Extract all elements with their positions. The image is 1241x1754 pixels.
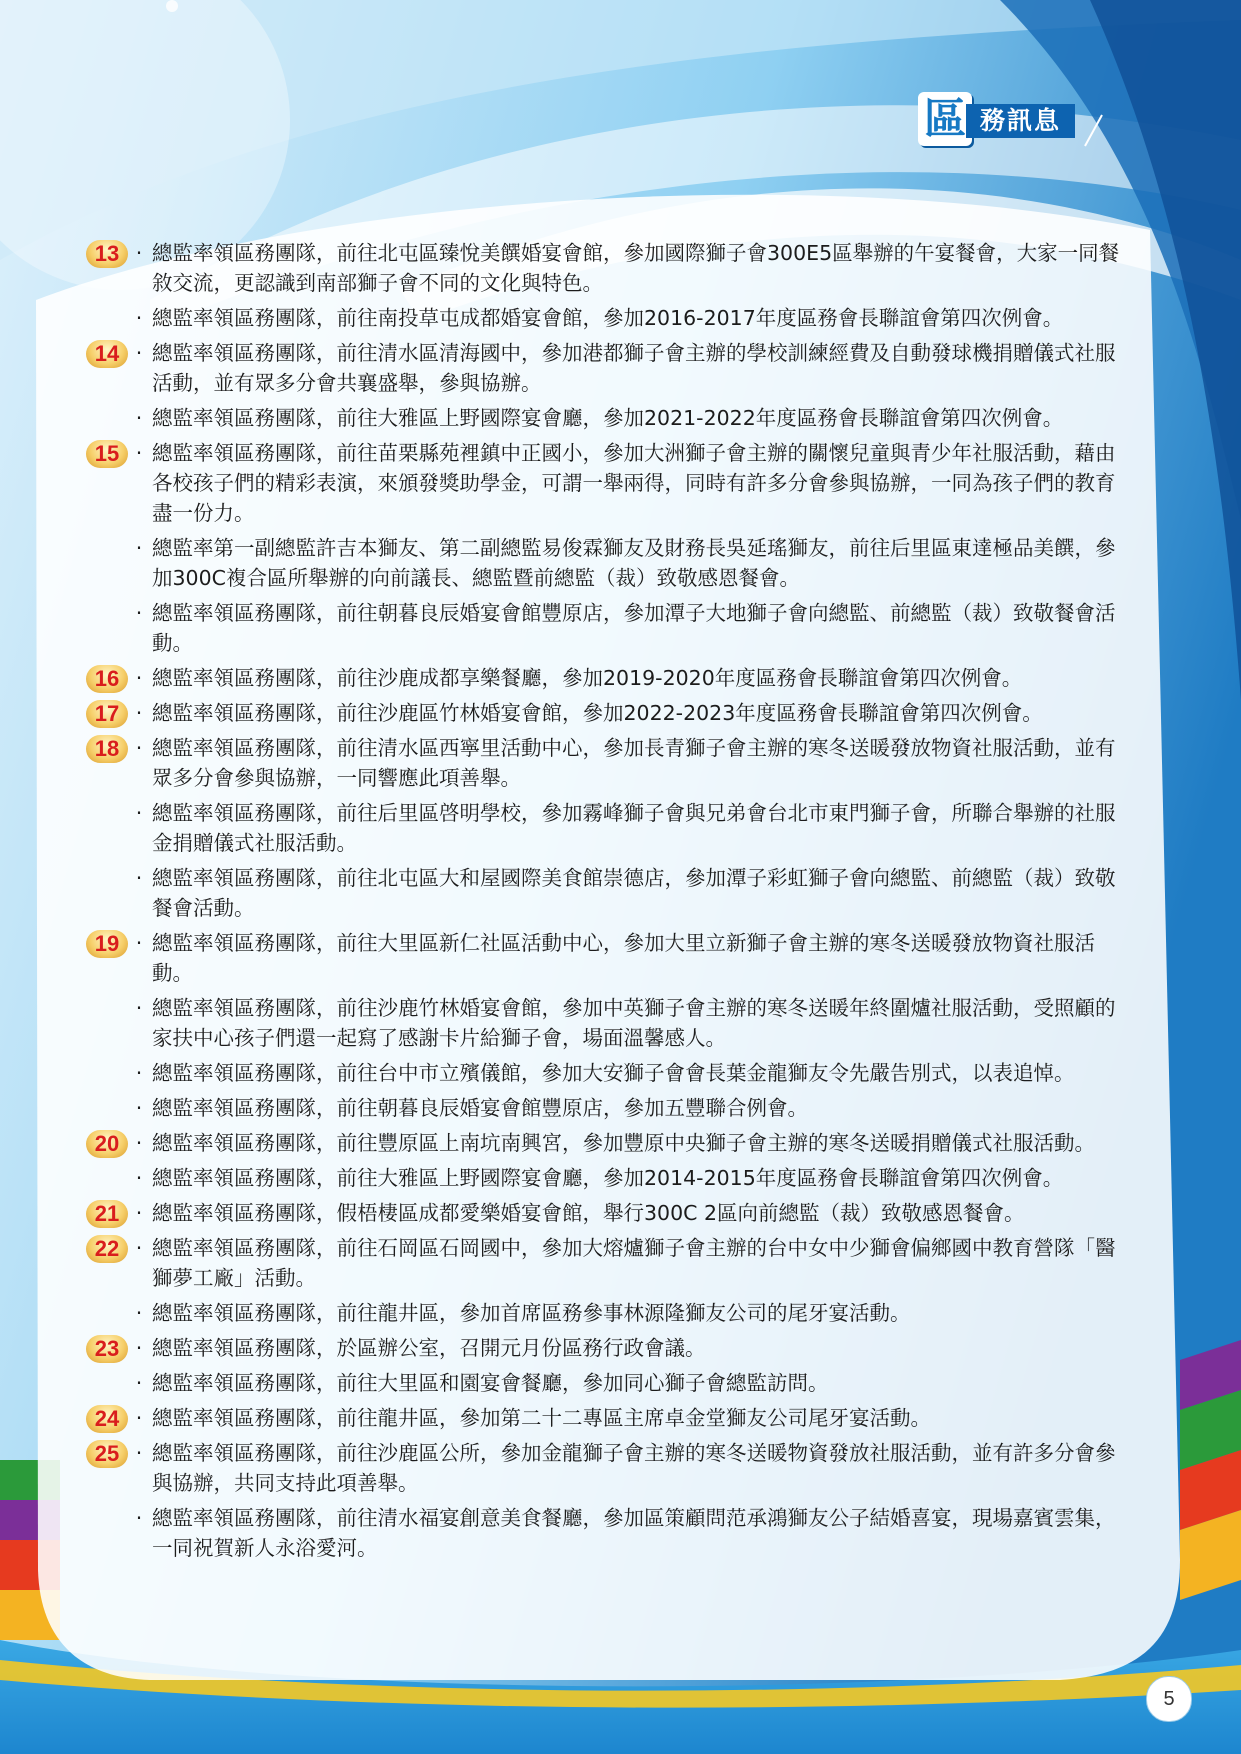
activity-text: 總監率領區務團隊，前往苗栗縣苑裡鎮中正國小，參加大洲獅子會主辦的關懷兒童與青少年社服活動，藉由各校孩子們的精彩表演，來頒發獎助學金，可謂一舉兩得，同時有許多分會參與協辦，一同為孩子們的教育盡一份力。 — [152, 441, 1116, 525]
activity-text: 總監率領區務團隊，前往清水區西寧里活動中心，參加長青獅子會主辦的寒冬送暖發放物資社服活動，並有眾多分會參與協辦，一同響應此項善舉。 — [152, 736, 1116, 790]
activity-text: 總監率領區務團隊，前往大雅區上野國際宴會廳，參加2014-2015年度區務會長聯誼會第四次例會。 — [152, 1166, 1064, 1190]
activity-entry — [86, 698, 1146, 728]
bullet-icon: · — [135, 1236, 143, 1260]
activity-text: 總監率領區務團隊，前往大里區新仁社區活動中心，參加大里立新獅子會主辦的寒冬送暖發放物資社服活動。 — [152, 931, 1095, 985]
activity-entry — [86, 1058, 1146, 1088]
activity-text: 總監率領區務團隊，前往龍井區，參加第二十二專區主席卓金堂獅友公司尾牙宴活動。 — [152, 1406, 931, 1430]
activity-text: 總監率領區務團隊，前往北屯區大和屋國際美食館崇德店，參加潭子彩虹獅子會向總監、前總監（裁）致敬餐會活動。 — [152, 866, 1116, 920]
day-number-badge: 13 — [86, 240, 128, 268]
bullet-icon: · — [135, 441, 143, 465]
activity-text: 總監率領區務團隊，前往朝暮良辰婚宴會館豐原店，參加五豐聯合例會。 — [152, 1096, 808, 1120]
day-group — [86, 1128, 1146, 1193]
activity-entry — [86, 1403, 1146, 1433]
bullet-icon: · — [135, 801, 143, 825]
day-group — [86, 1333, 1146, 1398]
bullet-icon: · — [135, 536, 143, 560]
bullet-icon: · — [135, 1506, 143, 1530]
activity-text: 總監率領區務團隊，前往沙鹿區公所，參加金龍獅子會主辦的寒冬送暖物資發放社服活動，並有許多分會參與協辦，共同支持此項善舉。 — [152, 1441, 1116, 1495]
bullet-icon: · — [135, 931, 143, 955]
day-group — [86, 733, 1146, 923]
activity-entry — [86, 303, 1146, 333]
day-group — [86, 438, 1146, 658]
day-number-badge: 21 — [86, 1200, 128, 1228]
activity-entry — [86, 863, 1146, 923]
bullet-icon: · — [135, 241, 143, 265]
activity-entry — [86, 663, 1146, 693]
activity-text: 總監率領區務團隊，前往石岡區石岡國中，參加大熔爐獅子會主辦的台中女中少獅會偏鄉國中教育營隊「醫獅夢工廠」活動。 — [152, 1236, 1116, 1290]
activity-entry — [86, 733, 1146, 793]
day-number-badge: 15 — [86, 440, 128, 468]
activity-entry — [86, 1093, 1146, 1123]
bullet-icon: · — [135, 1441, 143, 1465]
bullet-icon: · — [135, 1096, 143, 1120]
activity-entry — [86, 238, 1146, 298]
activity-entry — [86, 928, 1146, 988]
day-group — [86, 1233, 1146, 1328]
bullet-icon: · — [135, 406, 143, 430]
bullet-icon: · — [135, 306, 143, 330]
activity-entry — [86, 1198, 1146, 1228]
bullet-icon: · — [135, 1131, 143, 1155]
activity-entry — [86, 1233, 1146, 1293]
activity-text: 總監率領區務團隊，前往沙鹿成都享樂餐廳，參加2019-2020年度區務會長聯誼會第四次例會。 — [152, 666, 1023, 690]
activity-entry — [86, 1503, 1146, 1563]
day-number-badge: 22 — [86, 1235, 128, 1263]
section-header-initial: 區 — [918, 92, 972, 146]
day-group — [86, 1198, 1146, 1228]
activity-entry — [86, 1128, 1146, 1158]
bullet-icon: · — [135, 1406, 143, 1430]
day-group — [86, 238, 1146, 333]
activity-text: 總監率領區務團隊，前往北屯區臻悅美饌婚宴會館，參加國際獅子會300E5區舉辦的午宴餐會，大家一同餐敘交流，更認識到南部獅子會不同的文化與特色。 — [152, 241, 1120, 295]
bullet-icon: · — [135, 341, 143, 365]
bullet-icon: · — [135, 996, 143, 1020]
day-number-badge: 14 — [86, 340, 128, 368]
activity-log — [86, 238, 1146, 1568]
day-group — [86, 1403, 1146, 1433]
day-number-badge: 25 — [86, 1440, 128, 1468]
activity-entry — [86, 438, 1146, 528]
day-number-badge: 19 — [86, 930, 128, 958]
day-number-badge: 18 — [86, 735, 128, 763]
bullet-icon: · — [135, 1201, 143, 1225]
activity-text: 總監率領區務團隊，前往大雅區上野國際宴會廳，參加2021-2022年度區務會長聯誼會第四次例會。 — [152, 406, 1064, 430]
activity-text: 總監率領區務團隊，前往龍井區，參加首席區務參事林源隆獅友公司的尾牙宴活動。 — [152, 1301, 911, 1325]
activity-text: 總監率領區務團隊，前往沙鹿竹林婚宴會館，參加中英獅子會主辦的寒冬送暖年終圍爐社服活動，受照顧的家扶中心孩子們還一起寫了感謝卡片給獅子會，場面溫馨感人。 — [152, 996, 1116, 1050]
day-number-badge: 17 — [86, 700, 128, 728]
day-number-badge: 23 — [86, 1335, 128, 1363]
bullet-icon: · — [135, 1301, 143, 1325]
day-group — [86, 1438, 1146, 1563]
activity-text: 總監率第一副總監許吉本獅友、第二副總監易俊霖獅友及財務長吳延瑤獅友，前往后里區東達極品美饌，參加300C複合區所舉辦的向前議長、總監暨前總監（裁）致敬感恩餐會。 — [152, 536, 1116, 590]
activity-entry — [86, 1368, 1146, 1398]
bullet-icon: · — [135, 601, 143, 625]
activity-text: 總監率領區務團隊，前往清水福宴創意美食餐廳，參加區策顧問范承鴻獅友公子結婚喜宴，現場嘉賓雲集，一同祝賀新人永浴愛河。 — [152, 1506, 1116, 1560]
activity-text: 總監率領區務團隊，假梧棲區成都愛樂婚宴會館，舉行300C 2區向前總監（裁）致敬感恩餐會。 — [152, 1201, 1025, 1225]
bullet-icon: · — [135, 1371, 143, 1395]
activity-entry — [86, 598, 1146, 658]
page-number: 5 — [1146, 1676, 1192, 1722]
bullet-icon: · — [135, 1336, 143, 1360]
activity-text: 總監率領區務團隊，於區辦公室，召開元月份區務行政會議。 — [152, 1336, 706, 1360]
activity-text: 總監率領區務團隊，前往南投草屯成都婚宴會館，參加2016-2017年度區務會長聯誼會第四次例會。 — [152, 306, 1064, 330]
activity-text: 總監率領區務團隊，前往清水區清海國中，參加港都獅子會主辦的學校訓練經費及自動發球機捐贈儀式社服活動，並有眾多分會共襄盛舉，參與協辦。 — [152, 341, 1116, 395]
bullet-icon: · — [135, 866, 143, 890]
day-number-badge: 24 — [86, 1405, 128, 1433]
activity-text: 總監率領區務團隊，前往朝暮良辰婚宴會館豐原店，參加潭子大地獅子會向總監、前總監（裁）致敬餐會活動。 — [152, 601, 1116, 655]
bullet-icon: · — [135, 701, 143, 725]
activity-entry — [86, 798, 1146, 858]
day-number-badge: 20 — [86, 1130, 128, 1158]
bullet-icon: · — [135, 1166, 143, 1190]
activity-text: 總監率領區務團隊，前往豐原區上南坑南興宮，參加豐原中央獅子會主辦的寒冬送暖捐贈儀式社服活動。 — [152, 1131, 1095, 1155]
bullet-icon: · — [135, 666, 143, 690]
day-group — [86, 338, 1146, 433]
section-header-title: 務訊息 — [966, 104, 1075, 138]
day-group — [86, 698, 1146, 728]
activity-entry — [86, 338, 1146, 398]
section-header — [918, 92, 1088, 146]
bullet-icon: · — [135, 736, 143, 760]
activity-entry — [86, 533, 1146, 593]
activity-entry — [86, 403, 1146, 433]
day-number-badge: 16 — [86, 665, 128, 693]
activity-entry — [86, 1163, 1146, 1193]
activity-text: 總監率領區務團隊，前往台中市立殯儀館，參加大安獅子會會長葉金龍獅友令先嚴告別式，以表追悼。 — [152, 1061, 1075, 1085]
activity-entry — [86, 1298, 1146, 1328]
activity-text: 總監率領區務團隊，前往后里區啓明學校，參加霧峰獅子會與兄弟會台北市東門獅子會，所聯合舉辦的社服金捐贈儀式社服活動。 — [152, 801, 1116, 855]
bullet-icon: · — [135, 1061, 143, 1085]
activity-text: 總監率領區務團隊，前往沙鹿區竹林婚宴會館，參加2022-2023年度區務會長聯誼會第四次例會。 — [152, 701, 1043, 725]
activity-entry — [86, 1438, 1146, 1498]
activity-entry — [86, 993, 1146, 1053]
day-group — [86, 663, 1146, 693]
day-group — [86, 928, 1146, 1123]
activity-text: 總監率領區務團隊，前往大里區和園宴會餐廳，參加同心獅子會總監訪問。 — [152, 1371, 829, 1395]
activity-entry — [86, 1333, 1146, 1363]
